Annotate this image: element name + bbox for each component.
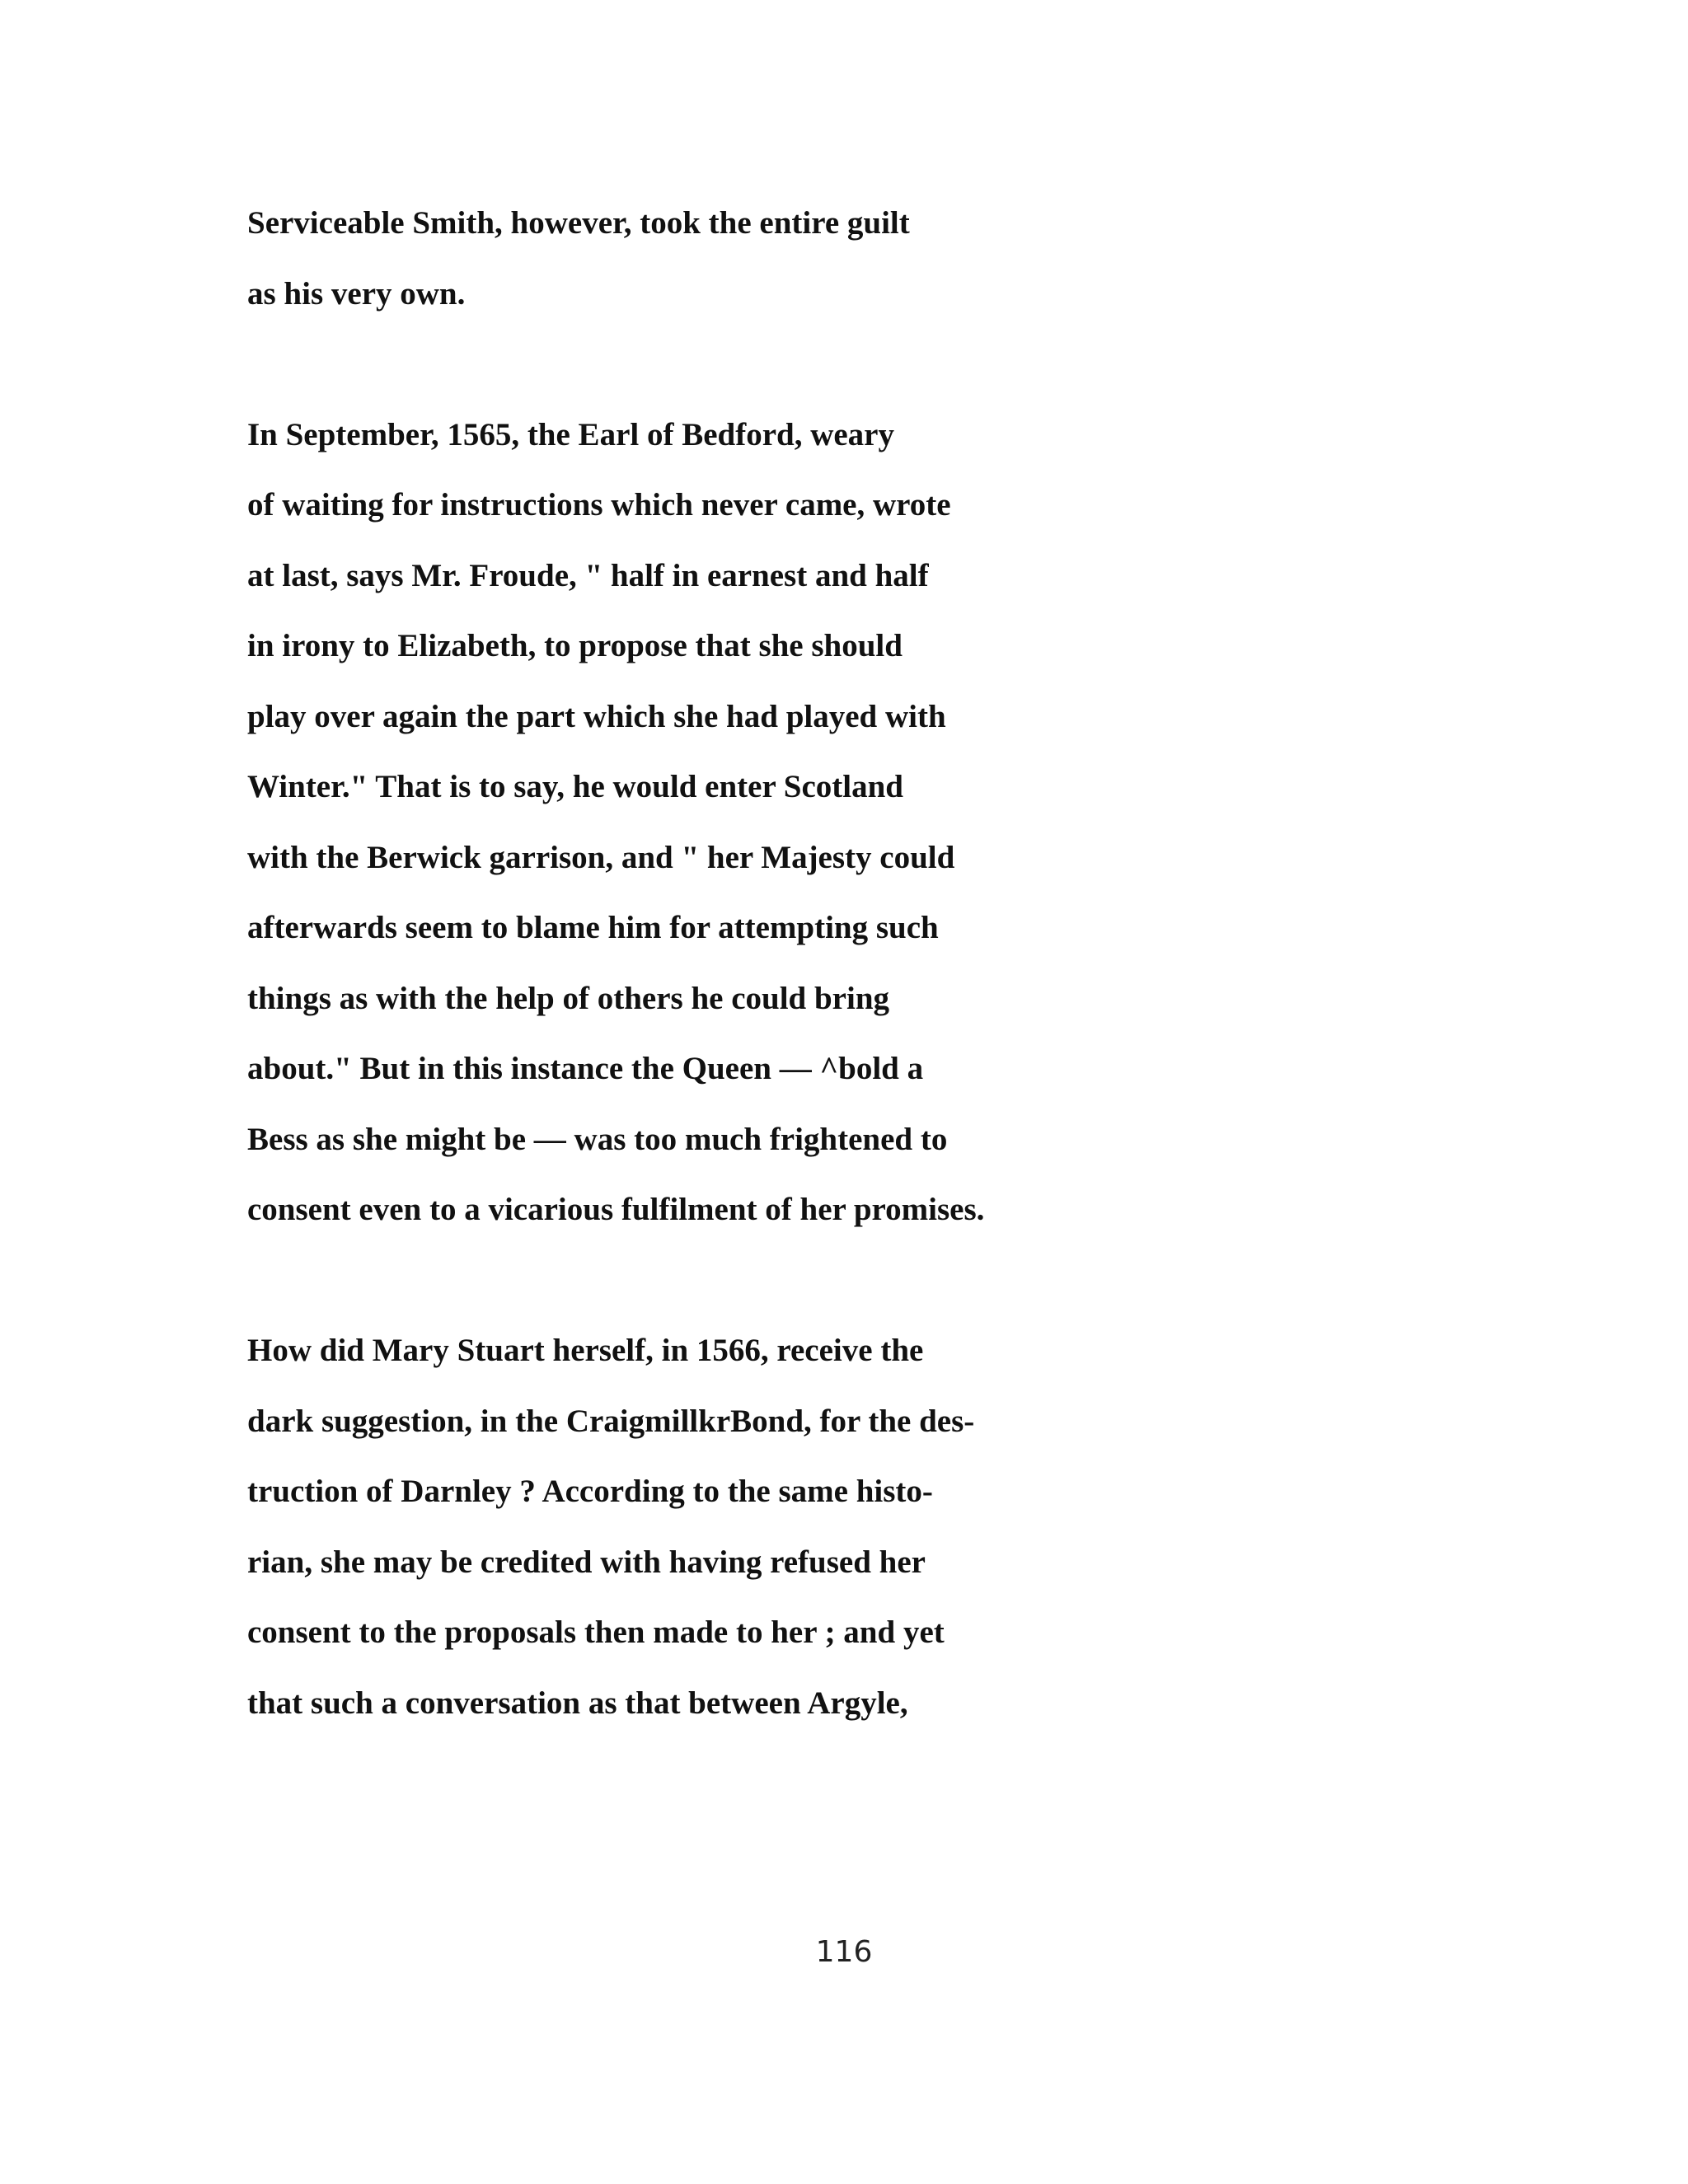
text-line: of waiting for instructions which never came, wrote [247, 487, 951, 523]
text-line: that such a conversation as that between Argyle, [247, 1685, 908, 1721]
text-line: in irony to Elizabeth, to propose that she should [247, 628, 903, 663]
text-line: consent to the proposals then made to her ; and yet [247, 1615, 945, 1650]
text-line: as his very own. [247, 275, 466, 312]
text-line: truction of Darnley ? According to the same histo- [247, 1474, 933, 1509]
text-line: about." But in this instance the Queen — ^bold a [247, 1051, 924, 1086]
paragraph-2 [247, 400, 1484, 1245]
body-text [247, 188, 1484, 1738]
text-line: consent even to a vicarious fulfilment of her promises. [247, 1192, 985, 1227]
paragraph-1 [247, 188, 1484, 329]
text-line: Winter." That is to say, he would enter Scotland [247, 769, 903, 804]
text-line: Serviceable Smith, however, took the entire guilt [247, 205, 910, 241]
text-line: at last, says Mr. Froude, " half in earnest and half [247, 557, 929, 593]
text-line: rian, she may be credited with having refused her [247, 1544, 926, 1580]
paragraph-3 [247, 1315, 1484, 1738]
text-line: Bess as she might be — was too much frightened to [247, 1121, 948, 1157]
paragraph-spacer [247, 1245, 1484, 1316]
text-line: dark suggestion, in the CraigmillkrBond, for the des- [247, 1403, 975, 1439]
text-line: with the Berwick garrison, and " her Majesty could [247, 839, 955, 875]
text-line: things as with the help of others he could bring [247, 980, 890, 1016]
page-number: 116 [815, 1935, 873, 1969]
text-line: How did Mary Stuart herself, in 1566, receive the [247, 1333, 924, 1368]
paragraph-spacer [247, 329, 1484, 400]
text-line: In September, 1565, the Earl of Bedford, weary [247, 416, 894, 452]
text-line: play over again the part which she had played with [247, 698, 946, 734]
text-line: afterwards seem to blame him for attempting such [247, 910, 939, 945]
